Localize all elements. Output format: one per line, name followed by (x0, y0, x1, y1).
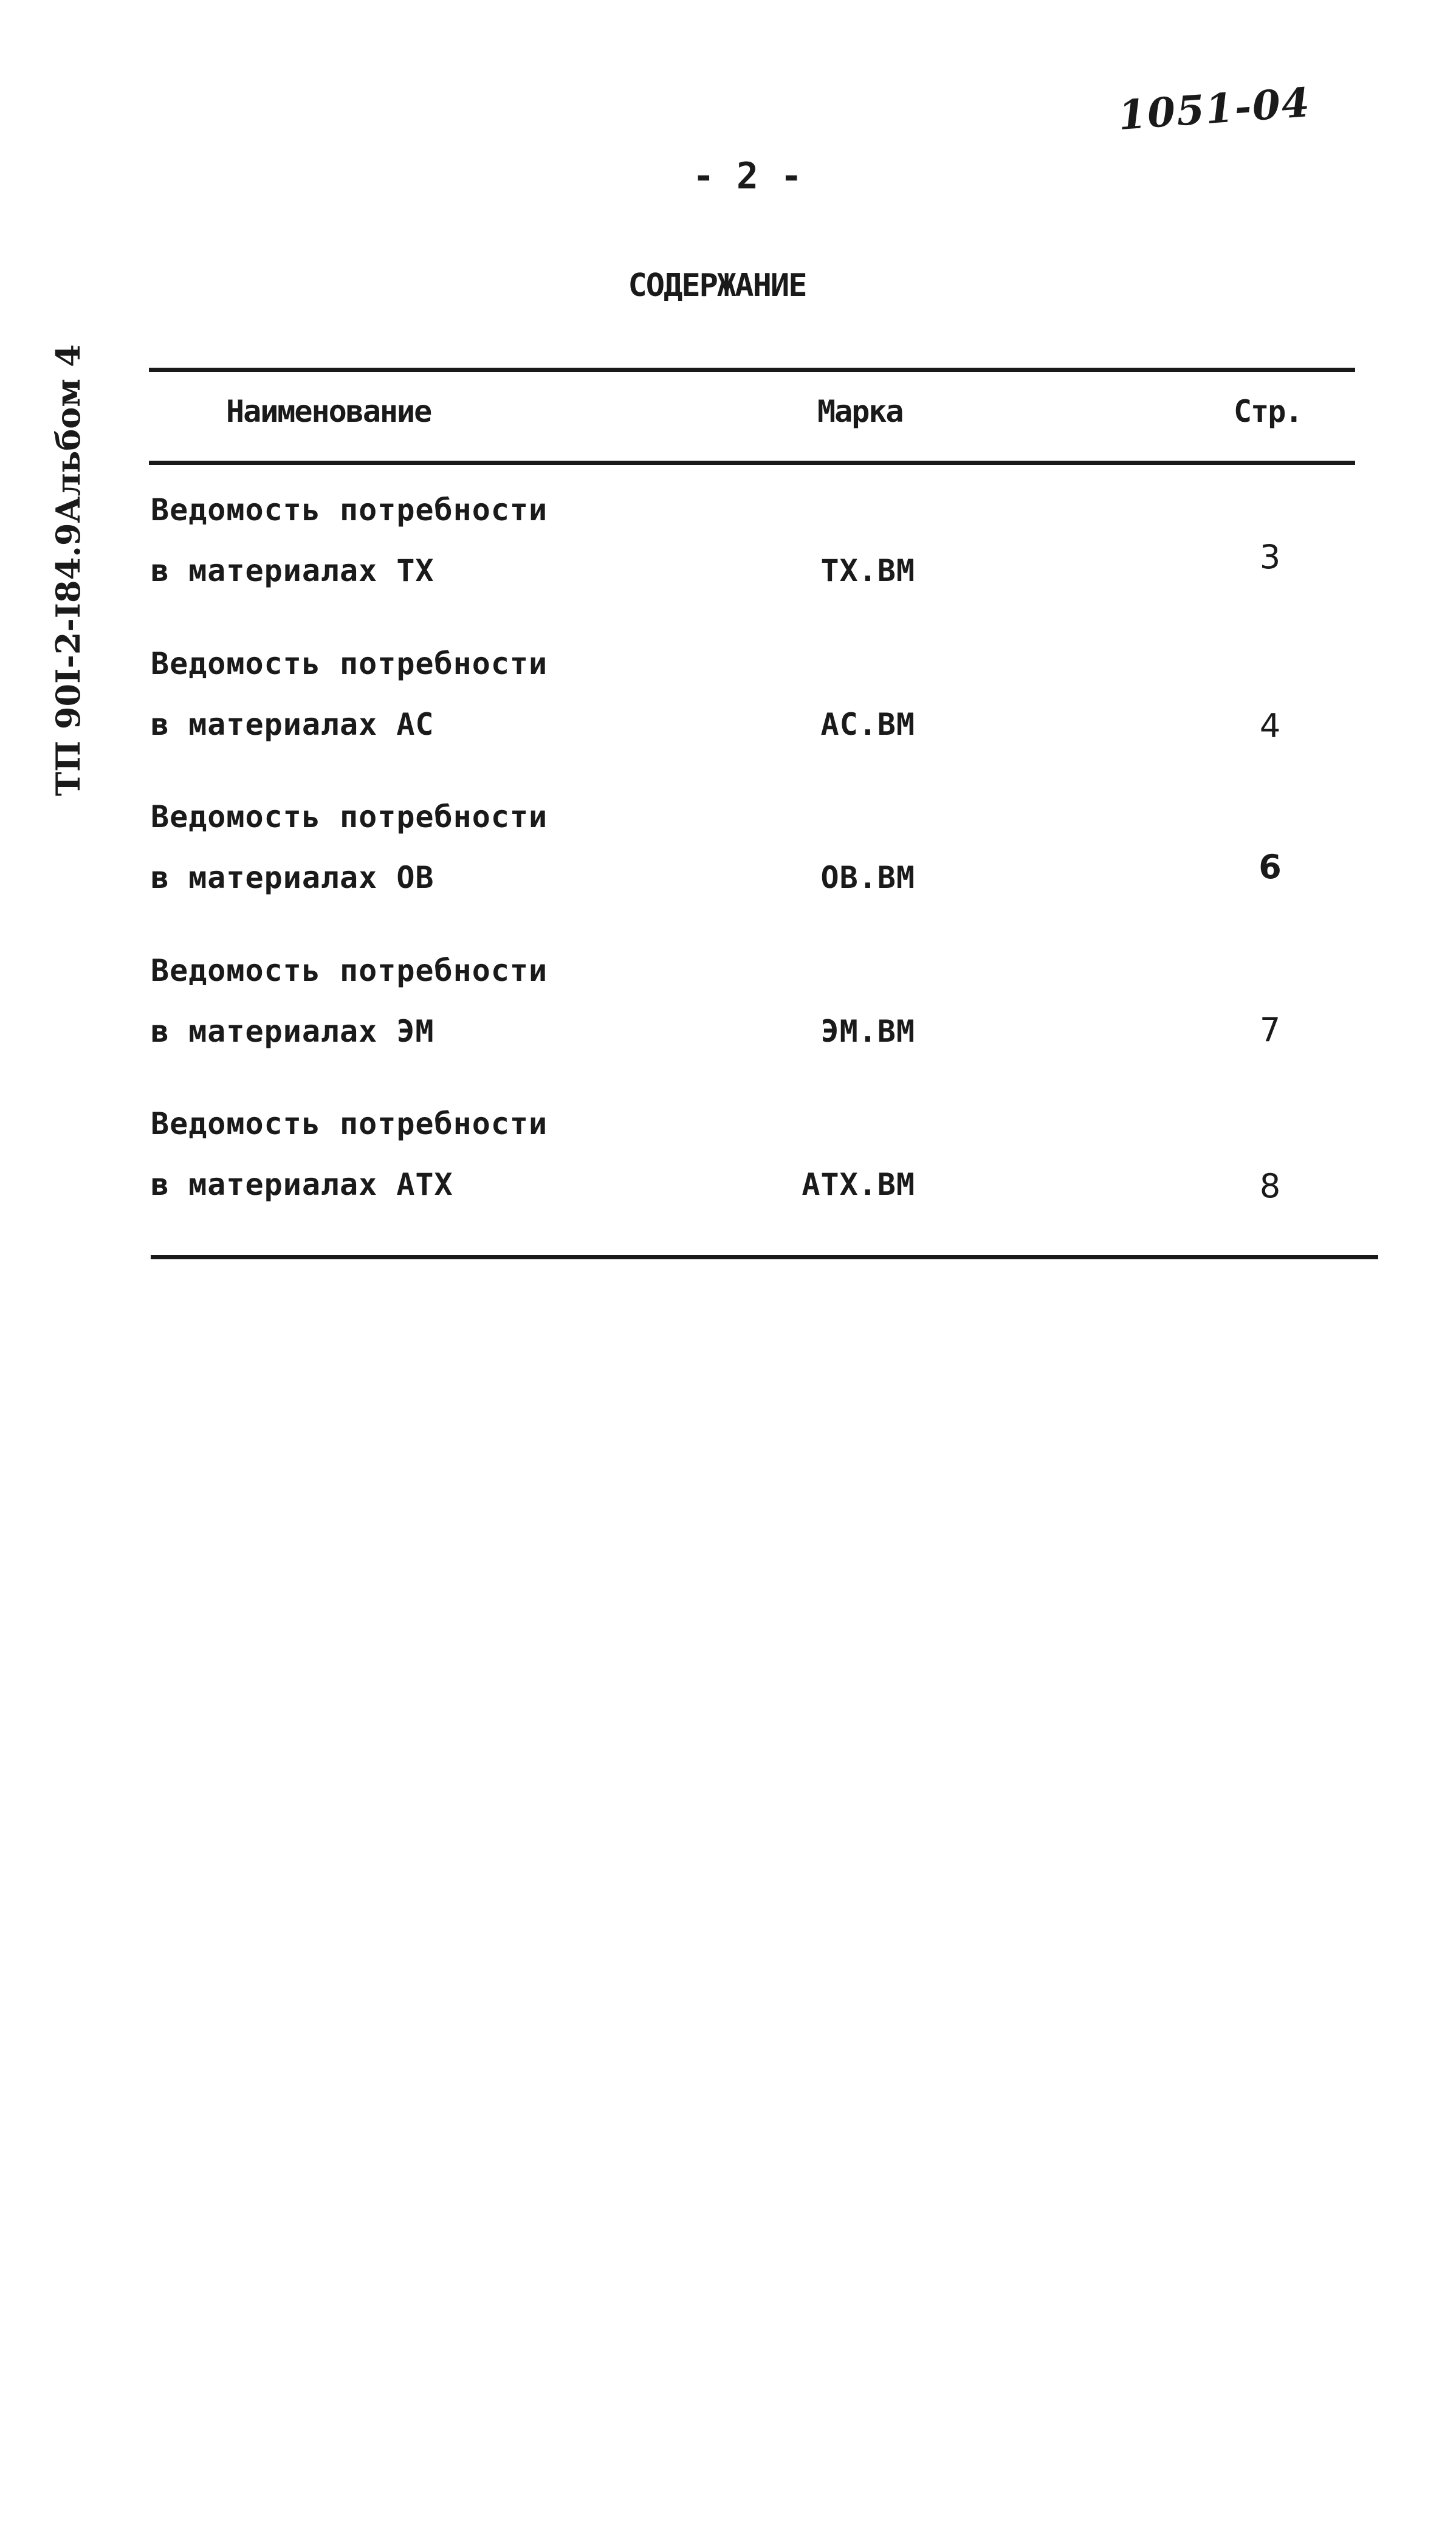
row-mark: ТХ.ВМ (820, 553, 915, 588)
row-page: 8 (1259, 1167, 1281, 1205)
row-name-line1: Ведомость потребности (151, 492, 548, 528)
table-row (0, 799, 1456, 951)
column-header-mark: Марка (817, 394, 903, 429)
row-name-line1: Ведомость потребности (151, 953, 548, 988)
table-row (0, 646, 1456, 798)
row-name-line2: в материалах ТХ (151, 553, 434, 588)
column-header-name: Наименование (226, 394, 431, 429)
row-name-line2: в материалах АС (151, 707, 434, 742)
row-page: 4 (1259, 707, 1281, 745)
handwritten-document-code: 1051-04 (1116, 78, 1313, 139)
row-page: 7 (1259, 1011, 1281, 1049)
table-row (0, 492, 1456, 644)
column-header-page: Стр. (1234, 394, 1302, 429)
row-name-line2: в материалах ЭМ (151, 1014, 434, 1049)
table-header-rule (149, 461, 1355, 465)
row-name-line1: Ведомость потребности (151, 799, 548, 834)
row-mark: АС.ВМ (820, 707, 915, 742)
contents-title: СОДЕРЖАНИЕ (628, 267, 806, 304)
table-row (0, 953, 1456, 1105)
row-name-line2: в материалах АТХ (151, 1167, 453, 1202)
row-mark: ЭМ.ВМ (820, 1014, 915, 1049)
table-top-rule (149, 368, 1355, 372)
row-page: 3 (1259, 538, 1281, 576)
table-row (0, 1106, 1456, 1258)
row-name-line2: в материалах ОВ (151, 860, 434, 895)
page-number: - 2 - (692, 155, 803, 198)
table-bottom-rule (151, 1255, 1378, 1259)
row-name-line1: Ведомость потребности (151, 1106, 548, 1141)
row-name-line1: Ведомость потребности (151, 646, 548, 681)
row-mark: АТХ.ВМ (802, 1167, 915, 1202)
side-binding-label: ТП 90I-2-I84.9Альбом 4 (49, 344, 88, 796)
row-mark: ОВ.ВМ (820, 860, 915, 895)
row-page: 6 (1259, 848, 1282, 886)
